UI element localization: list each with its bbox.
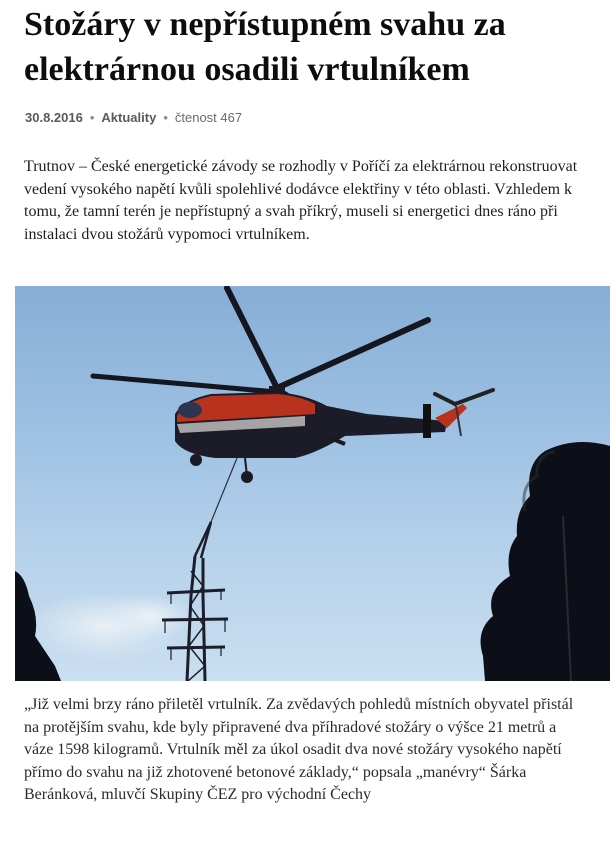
- category-link[interactable]: Aktuality: [101, 110, 157, 125]
- article-meta: [25, 110, 242, 125]
- article-quote: „Již velmi brzy ráno přiletěl vrtulník. Za zvědavých pohledů místních obyvatel přistál na protějším svahu, kde byly připravené dva příhradové stožáry o výšce 21 metrů a váze 1598 kilogramů. Vrtulník měl za úkol osadit dva nové stožáry vysokého napětí přímo do svahu na již zhotovené betonové základy,“ popsala „manévry“ Šárka Beránková, mluvčí Skupiny ČEZ pro východní Čechy: [24, 696, 574, 803]
- article-lead: Trutnov – České energetické závody se rozhodly v Poříčí za elektrárnou rekonstruovat vedení vysokého napětí kvůli spolehlivé dodávce elektřiny v této oblasti. Vzhledem k tomu, že tamní terén je nepřístupný a svah příkrý, museli si energetici dnes ráno při instalaci dvou stožárů vypomoci vrtulníkem.: [24, 158, 578, 243]
- read-count: čtenost 467: [174, 110, 243, 125]
- meta-separator: •: [89, 110, 95, 125]
- article-title: Stožáry v nepřístupném svahu za elektrárnou osadili vrtulníkem: [24, 6, 506, 88]
- helicopter-pylon-image: [15, 286, 610, 681]
- publish-date: 30.8.2016: [25, 110, 83, 125]
- meta-separator: •: [163, 110, 168, 125]
- article-photo[interactable]: [15, 286, 610, 681]
